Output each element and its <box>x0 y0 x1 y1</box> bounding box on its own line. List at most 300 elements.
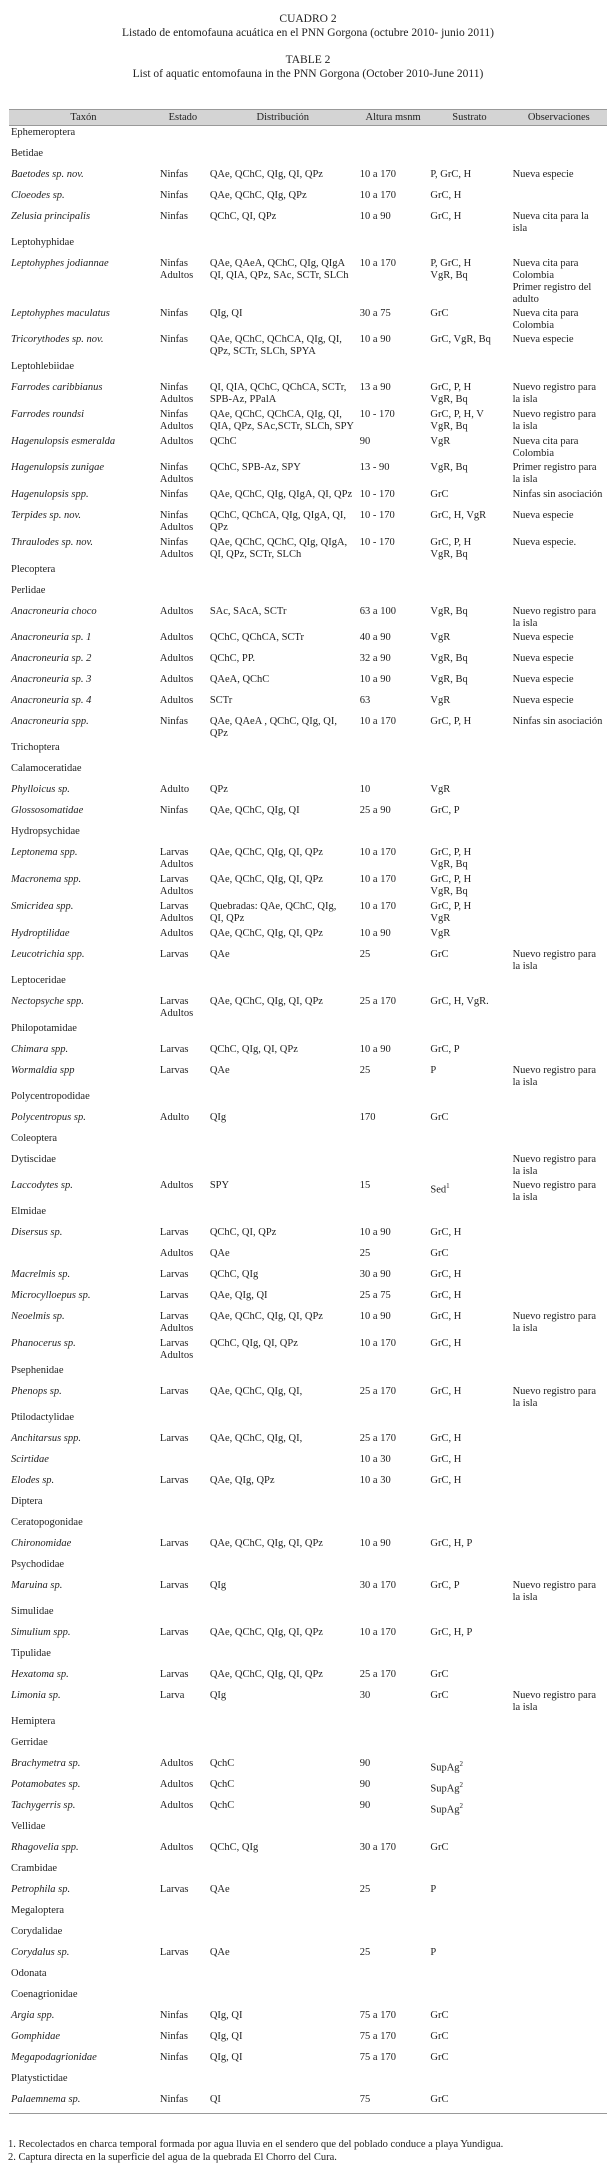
sustrato-cell <box>428 1946 510 1967</box>
observaciones-cell: Nueva especie. <box>512 536 577 548</box>
sustrato-text: GrC, H <box>430 210 462 222</box>
taxon-cell: Corydalus sp. <box>11 1946 70 1958</box>
observaciones-cell <box>511 900 607 927</box>
altura-cell: 25 <box>359 1247 371 1259</box>
estado-cell: Larvas <box>159 1043 189 1055</box>
table-row <box>9 381 607 408</box>
estado-cell: Ninfas Adultos <box>159 257 194 281</box>
table-row <box>9 2093 607 2114</box>
distribucion-cell: QAe, QChC, QIg, QI <box>209 804 300 816</box>
distribucion-cell: QAe, QChC, QChCA, QIg, QI, QPz, SCTr, SLCh, SPYA <box>209 333 342 357</box>
sustrato-cell <box>428 715 510 741</box>
sustrato-cell <box>428 846 510 873</box>
estado-cell: Larvas <box>159 1946 189 1958</box>
distribucion-cell: QAe <box>209 1064 230 1076</box>
altura-cell: 25 <box>359 1064 371 1076</box>
sustrato-cell <box>428 488 510 509</box>
table-row <box>9 1626 607 1647</box>
sustrato-text: GrC, P, H VgR <box>430 900 472 924</box>
taxon-cell: Potamobates sp. <box>11 1778 81 1790</box>
distribucion-cell: QIg, QI <box>209 2051 243 2063</box>
group-label: Leptohyphidae <box>11 236 74 248</box>
group-label: Leptohlebiidae <box>11 360 74 372</box>
distribucion-cell: QChC, QIg, QI, QPz <box>209 1337 298 1349</box>
observaciones-cell: Nuevo registro para la isla <box>512 381 596 405</box>
sustrato-cell <box>428 1579 510 1605</box>
sustrato-text: P <box>430 1883 437 1895</box>
table-row <box>9 783 607 804</box>
group-label: Coleoptera <box>11 1132 58 1144</box>
taxon-cell: Terpides sp. nov. <box>11 509 82 521</box>
estado-cell: Ninfas Adultos <box>159 536 194 560</box>
distribucion-cell: QAe, QChC, QIg, QI, <box>209 1385 303 1397</box>
observaciones-cell: Nueva especie <box>512 631 574 643</box>
group-label: Psychodidae <box>11 1558 65 1570</box>
table-row <box>9 1537 607 1558</box>
taxon-cell: Elodes sp. <box>11 1474 55 1486</box>
sustrato-cell <box>428 1689 510 1715</box>
altura-cell: 10 a 170 <box>359 1626 396 1638</box>
group-row <box>9 360 607 381</box>
group-row <box>9 762 607 783</box>
altura-cell: 25 a 170 <box>359 1668 396 1680</box>
observaciones-cell: Nuevo registro para la isla <box>512 1179 596 1203</box>
table-row <box>9 846 607 873</box>
group-row <box>9 1715 607 1736</box>
distribucion-cell: QIg, QI <box>209 307 243 319</box>
observaciones-cell: Nueva cita para la isla <box>512 210 589 234</box>
cuadro-title: Listado de entomofauna acuática en el PNN Gorgona (octubre 2010- junio 2011) <box>121 27 495 39</box>
distribucion-cell: QAe, QChC, QIg, QI, QPz <box>209 995 323 1007</box>
taxon-cell: Hagenulopsis esmeralda <box>11 435 116 447</box>
observaciones-cell <box>511 1043 607 1064</box>
estado-cell <box>158 1453 208 1474</box>
sustrato-cell <box>428 694 510 715</box>
sustrato-cell <box>428 307 510 333</box>
sustrato-text: GrC, P, H <box>430 715 472 727</box>
group-row <box>9 1022 607 1043</box>
sustrato-text: GrC, H <box>430 1289 462 1301</box>
distribucion-cell: QI <box>208 2093 358 2114</box>
estado-cell: Ninfas Adultos <box>159 461 194 485</box>
observaciones-cell <box>511 762 607 783</box>
col-altura: Altura msnm <box>358 110 429 126</box>
distribucion-cell: QchC <box>209 1799 235 1811</box>
sustrato-cell <box>428 948 510 974</box>
sustrato-text: P <box>430 1946 437 1958</box>
observaciones-cell: Nuevo registro para la isla <box>512 605 596 629</box>
taxon-cell: Hagenulopsis spp. <box>11 488 89 500</box>
sustrato-text: GrC, H, VgR. <box>430 995 489 1007</box>
estado-cell: Larvas <box>159 1432 189 1444</box>
altura-cell: 10 a 90 <box>359 1537 391 1549</box>
sustrato-cell <box>428 2051 510 2072</box>
estado-cell: Larvas <box>159 1626 189 1638</box>
altura-cell: 10 a 170 <box>359 900 396 912</box>
taxon-cell: Tachygerris sp. <box>11 1799 76 1811</box>
distribucion-cell: QAe, QChC, QChC, QIg, QIgA, QI, QPz, SCTr, SLCh <box>209 536 348 560</box>
footnote: 1. Recolectados en charca temporal formada por agua lluvia en el sendero que del poblado conduce a playa Yundigua. <box>8 2139 504 2150</box>
col-distribucion: Distribución <box>208 110 358 126</box>
altura-cell: 32 a 90 <box>359 652 391 664</box>
sustrato-text: GrC, H <box>430 1432 462 1444</box>
taxon-cell: Farrodes caribbianus <box>11 381 103 393</box>
group-label: Gerridae <box>11 1736 48 1748</box>
table-title: List of aquatic entomofauna in the PNN Gorgona (October 2010-June 2011) <box>132 68 484 80</box>
taxon-cell: Macrelmis sp. <box>11 1268 71 1280</box>
table-row <box>9 1310 607 1337</box>
table-row <box>9 435 607 461</box>
estado-cell: Adulto <box>159 783 190 795</box>
group-label: Psephenidae <box>11 1364 64 1376</box>
sustrato-cell <box>428 1626 510 1647</box>
table-row <box>9 715 607 741</box>
estado-cell: Larvas <box>159 1268 189 1280</box>
sustrato-cell <box>428 1247 510 1268</box>
sustrato-text: GrC <box>430 1668 449 1680</box>
taxon-cell: Argia spp. <box>11 2009 55 2021</box>
group-label: Perlidae <box>11 584 46 596</box>
distribucion-cell: QIg <box>209 1579 227 1591</box>
observaciones-cell <box>511 1411 607 1432</box>
altura-cell: 10 a 170 <box>359 873 396 885</box>
table-row <box>9 2051 607 2072</box>
taxon-cell: Anacroneuria sp. 1 <box>11 631 92 643</box>
altura-cell: 10 a 90 <box>359 210 391 222</box>
estado-cell: Adultos <box>159 435 194 447</box>
altura-cell: 10 a 90 <box>359 927 391 939</box>
taxon-cell: Neoelmis sp. <box>11 1310 65 1322</box>
sustrato-cell <box>428 783 510 804</box>
group-row <box>9 236 607 257</box>
sustrato-cell <box>428 1310 510 1337</box>
observaciones-cell <box>511 1268 607 1289</box>
altura-cell: 30 a 90 <box>359 1268 391 1280</box>
estado-cell: Adultos <box>159 1841 194 1853</box>
estado-cell: Ninfas <box>159 333 188 345</box>
estado-cell: Ninfas <box>159 715 188 727</box>
observaciones-cell <box>511 236 607 257</box>
distribucion-cell: QAe, QChC, QIg, QI, QPz <box>209 168 323 180</box>
footnote-marker: 2 <box>459 1801 464 1810</box>
sustrato-text: GrC <box>430 307 449 319</box>
observaciones-cell <box>511 1111 607 1132</box>
observaciones-cell: Nueva especie <box>512 509 574 521</box>
taxon-cell: Anacroneuria sp. 2 <box>11 652 92 664</box>
sustrato-text: VgR <box>430 783 451 795</box>
group-row <box>9 1411 607 1432</box>
sustrato-text: GrC, H, VgR <box>430 509 487 521</box>
table-row <box>9 694 607 715</box>
taxon-cell: Anacroneuria choco <box>11 605 97 617</box>
group-row <box>9 147 607 168</box>
distribucion-cell: QAe, QChC, QIg, QI, QPz <box>209 1310 323 1322</box>
altura-cell: 10 a 170 <box>359 846 396 858</box>
group-label: Polycentropodidae <box>11 1090 90 1102</box>
observaciones-cell <box>511 563 607 584</box>
sustrato-cell <box>428 189 510 210</box>
altura-cell: 10 a 170 <box>359 189 396 201</box>
sustrato-text: GrC, P, H VgR, Bq <box>430 536 472 560</box>
altura-cell: 25 a 170 <box>359 995 396 1007</box>
sustrato-text: GrC, H <box>430 1226 462 1238</box>
observaciones-cell: Nuevo registro para la isla <box>512 408 596 432</box>
table-header <box>0 0 616 81</box>
estado-cell: Larvas <box>159 1474 189 1486</box>
observaciones-cell <box>511 1132 607 1153</box>
estado-cell: Ninfas <box>159 2030 188 2042</box>
estado-cell: Larvas <box>159 1579 189 1591</box>
sustrato-text: P <box>430 1064 437 1076</box>
estado-cell: Larva <box>159 1689 185 1701</box>
taxon-cell: Chimara spp. <box>11 1043 69 1055</box>
sustrato-cell <box>428 1841 510 1862</box>
distribucion-cell: QAe, QChC, QIg, QI, QPz <box>209 873 323 885</box>
sustrato-cell <box>428 2009 510 2030</box>
entomofauna-table <box>9 109 607 2114</box>
table-row <box>9 1111 607 1132</box>
sustrato-text: GrC, P <box>430 804 460 816</box>
group-row <box>9 1967 607 1988</box>
sustrato-cell <box>428 631 510 652</box>
distribucion-cell: QchC <box>209 1757 235 1769</box>
altura-cell: 15 <box>359 1179 371 1191</box>
altura-cell: 10 a 170 <box>359 715 396 727</box>
estado-cell: Ninfas <box>158 2093 208 2114</box>
taxon-cell: Rhagovelia spp. <box>11 1841 79 1853</box>
observaciones-cell: Nueva especie <box>512 333 574 345</box>
estado-cell: Ninfas Adultos <box>159 381 194 405</box>
group-label: Simulidae <box>11 1605 54 1617</box>
observaciones-cell <box>511 1537 607 1558</box>
distribucion-cell: QIg, QI <box>209 2009 243 2021</box>
group-label: Megaloptera <box>11 1904 65 1916</box>
altura-cell: 25 <box>359 1946 371 1958</box>
taxon-cell: Brachymetra sp. <box>11 1757 81 1769</box>
altura-cell: 10 a 170 <box>359 1337 396 1349</box>
altura-cell: 13 a 90 <box>359 381 391 393</box>
sustrato-cell <box>428 1064 510 1090</box>
sustrato-text: GrC, P <box>430 1579 460 1591</box>
sustrato-cell <box>428 1537 510 1558</box>
sustrato-text: GrC, H, P <box>430 1537 473 1549</box>
observaciones-cell <box>511 1090 607 1111</box>
taxon-cell: Leptohyphes maculatus <box>11 307 110 319</box>
group-row <box>9 1862 607 1883</box>
sustrato-text: GrC <box>430 1111 449 1123</box>
table-row <box>9 948 607 974</box>
taxon-cell: Anacroneuria sp. 4 <box>11 694 92 706</box>
estado-cell: Ninfas Adultos <box>159 408 194 432</box>
group-label: Crambidae <box>11 1862 58 1874</box>
sustrato-text: P, GrC, H <box>430 168 472 180</box>
table-row <box>9 1689 607 1715</box>
distribucion-cell: QChC, SPB-Az, SPY <box>209 461 301 473</box>
estado-cell: Adultos <box>159 927 194 939</box>
taxon-cell: Anchitarsus spp. <box>11 1432 82 1444</box>
cuadro-label: CUADRO 2 <box>279 13 337 25</box>
taxon-cell: Anacroneuria sp. 3 <box>11 673 92 685</box>
observaciones-cell <box>511 2072 607 2093</box>
table-row <box>9 652 607 673</box>
altura-cell: 10 a 170 <box>359 168 396 180</box>
observaciones-cell: Nuevo registro para la isla <box>512 1689 596 1713</box>
sustrato-text: GrC, P <box>430 1043 460 1055</box>
group-row <box>9 584 607 605</box>
observaciones-cell <box>511 1841 607 1862</box>
sustrato-text: GrC, P, H, V VgR, Bq <box>430 408 484 432</box>
table-row <box>9 1064 607 1090</box>
estado-cell: Larvas Adultos <box>159 846 194 870</box>
observaciones-cell: Nuevo registro para la isla <box>512 1385 596 1409</box>
table-body <box>9 126 607 2114</box>
group-row <box>9 1904 607 1925</box>
observaciones-cell: Primer registro para la isla <box>512 461 597 485</box>
sustrato-cell <box>428 536 510 563</box>
taxon-cell: Hagenulopsis zunigae <box>11 461 105 473</box>
observaciones-cell: Nuevo registro para la isla <box>512 948 596 972</box>
footnote: 2. Captura directa en la superficie del agua de la quebrada El Chorro del Cura. <box>8 2152 337 2163</box>
sustrato-cell <box>428 1668 510 1689</box>
observaciones-cell <box>511 741 607 762</box>
group-label: Ephemeroptera <box>11 127 76 138</box>
footnote-marker: 2 <box>459 1780 464 1789</box>
sustrato-cell <box>428 1289 510 1310</box>
table-row <box>9 927 607 948</box>
taxon-cell: Phenops sp. <box>11 1385 62 1397</box>
observaciones-cell <box>511 147 607 168</box>
sustrato-cell <box>428 927 510 948</box>
altura-cell: 75 a 170 <box>359 2009 396 2021</box>
sustrato-cell <box>428 1111 510 1132</box>
sustrato-cell <box>428 509 510 536</box>
group-label: Vellidae <box>11 1820 46 1832</box>
observaciones-cell <box>511 1715 607 1736</box>
observaciones-cell <box>511 927 607 948</box>
group-row <box>9 1736 607 1757</box>
altura-cell: 63 <box>359 694 371 706</box>
sustrato-cell <box>428 873 510 900</box>
estado-cell: Ninfas <box>159 488 188 500</box>
altura-cell: 25 a 75 <box>359 1289 391 1301</box>
taxon-cell: Hexatoma sp. <box>11 1668 69 1680</box>
altura-cell: 25 a 170 <box>359 1432 396 1444</box>
group-label: Corydalidae <box>11 1925 63 1937</box>
observaciones-cell <box>511 1626 607 1647</box>
table-row <box>9 1757 607 1778</box>
sustrato-text: GrC <box>430 488 449 500</box>
observaciones-cell <box>511 1605 607 1626</box>
table-row <box>9 1226 607 1247</box>
table-row <box>9 605 607 631</box>
altura-cell: 75 <box>358 2093 429 2114</box>
altura-cell: 10 - 170 <box>359 488 395 500</box>
observaciones-cell: Ninfas sin asociación <box>512 715 603 727</box>
observaciones-cell: Nueva especie <box>512 652 574 664</box>
observaciones-cell <box>511 2093 607 2114</box>
estado-cell: Larvas <box>159 1385 189 1397</box>
observaciones-cell <box>511 1289 607 1310</box>
table-row <box>9 1841 607 1862</box>
distribucion-cell: QchC <box>209 1778 235 1790</box>
estado-cell: Larvas <box>159 1289 189 1301</box>
group-label: Trichoptera <box>11 741 60 753</box>
sustrato-cell <box>428 461 510 488</box>
observaciones-cell <box>511 825 607 846</box>
table-row <box>9 189 607 210</box>
distribucion-cell: QChC, QI, QPz <box>209 1226 277 1238</box>
estado-cell: Larvas Adultos <box>159 1337 194 1361</box>
observaciones-cell <box>511 1778 607 1799</box>
altura-cell: 40 a 90 <box>359 631 391 643</box>
observaciones-cell <box>511 1862 607 1883</box>
observaciones-cell <box>511 783 607 804</box>
altura-cell: 10 a 90 <box>359 673 391 685</box>
table-row <box>9 488 607 509</box>
sustrato-text: GrC, H <box>430 189 462 201</box>
sustrato-cell <box>428 804 510 825</box>
table-row <box>9 995 607 1022</box>
distribucion-cell: SPY <box>209 1179 230 1191</box>
sustrato-cell <box>428 605 510 631</box>
distribucion-cell: QAe, QChC, QIg, QI, QPz <box>209 1626 323 1638</box>
estado-cell: Adultos <box>159 673 194 685</box>
taxon-cell: Chironomidae <box>11 1537 72 1549</box>
sustrato-cell <box>428 408 510 435</box>
group-row <box>9 563 607 584</box>
altura-cell: 10 a 90 <box>359 1043 391 1055</box>
taxon-cell: Tricorythodes sp. nov. <box>11 333 104 345</box>
table-row <box>9 1043 607 1064</box>
sustrato-text: GrC <box>430 2030 449 2042</box>
sustrato-text: GrC, P, H VgR, Bq <box>430 873 472 897</box>
table-row <box>9 1289 607 1310</box>
estado-cell: Ninfas <box>159 210 188 222</box>
sustrato-cell <box>428 1778 510 1799</box>
observaciones-cell <box>511 1337 607 1364</box>
estado-cell: Adultos <box>159 631 194 643</box>
estado-cell: Ninfas <box>159 307 188 319</box>
sustrato-cell <box>428 652 510 673</box>
table-row <box>9 1385 607 1411</box>
sustrato-cell <box>428 381 510 408</box>
group-row <box>9 1090 607 1111</box>
distribucion-cell: QChC, PP. <box>209 652 256 664</box>
sustrato-text: GrC <box>430 1689 449 1701</box>
sustrato-text: SupAg <box>430 1804 460 1815</box>
group-label: Calamoceratidae <box>11 762 82 774</box>
distribucion-cell: QAe <box>209 1883 230 1895</box>
taxon-cell: Baetodes sp. nov. <box>11 168 84 180</box>
distribucion-cell: Quebradas: QAe, QChC, QIg, QI, QPz <box>209 900 337 924</box>
sustrato-text: VgR <box>430 631 451 643</box>
distribucion-cell: QAe, QChC, QIg, QPz <box>209 189 307 201</box>
sustrato-cell <box>428 1226 510 1247</box>
sustrato-text: VgR, Bq <box>430 605 468 617</box>
taxon-cell: Megapodagrionidae <box>11 2051 97 2063</box>
estado-cell: Larvas <box>159 948 189 960</box>
sustrato-cell <box>428 210 510 236</box>
group-row <box>9 1988 607 2009</box>
altura-cell: 10 <box>359 783 371 795</box>
group-label: Platystictidae <box>11 2072 68 2084</box>
observaciones-cell: Nueva cita para Colombia Primer registro del adulto <box>512 257 592 305</box>
sustrato-cell <box>428 168 510 189</box>
observaciones-cell <box>511 1668 607 1689</box>
observaciones-cell <box>511 1757 607 1778</box>
group-row <box>9 1132 607 1153</box>
sustrato-text: SupAg <box>430 1762 460 1773</box>
